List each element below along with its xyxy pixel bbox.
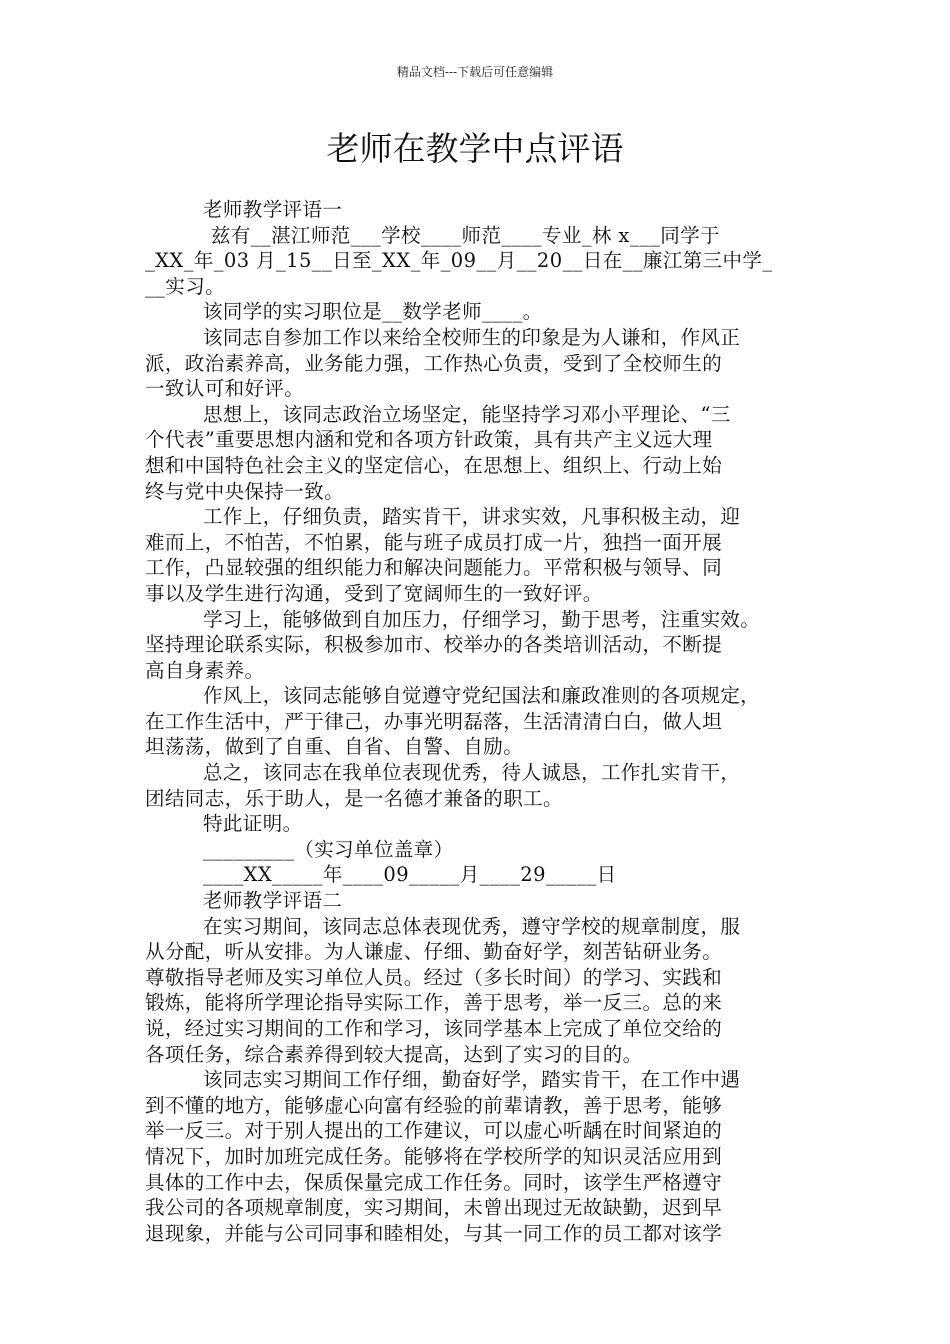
body-line: 个代表”重要思想内涵和党和各项方针政策，具有共产主义远大理	[145, 428, 713, 452]
body-line: 难而上，不怕苦，不怕累，能与班子成员打成一片，独挡一面开展	[145, 530, 723, 554]
body-line: 该同志自参加工作以来给全校师生的印象是为人谦和，作风正	[203, 325, 741, 349]
body-line: __实习。	[145, 274, 226, 298]
body-line: 思想上，该同志政治立场坚定，能坚持学习邓小平理论、“三	[203, 402, 731, 426]
section-heading-2: 老师教学评语二	[203, 889, 343, 913]
body-line: 该同学的实习职位是__数学老师____。	[203, 300, 543, 324]
body-line: 坚持理论联系实际，积极参加市、校举办的各类培训活动，不断提	[145, 633, 723, 657]
body-line: 在工作生活中，严于律己，办事光明磊落，生活清清白白，做人坦	[145, 709, 723, 733]
body-line: 该同志实习期间工作仔细，勤奋好学，踏实肯干，在工作中遇	[203, 1068, 741, 1092]
body-line: 锻炼，能将所学理论指导实际工作，善于思考，举一反三。总的来	[145, 991, 723, 1015]
section-heading-1: 老师教学评语一	[203, 198, 343, 221]
body-line: 到不懂的地方，能够虚心向富有经验的前辈请教，善于思考，能够	[145, 1093, 723, 1117]
body-line: 情况下，加时加班完成任务。能够将在学校所学的知识灵活应用到	[145, 1144, 723, 1168]
body-line: 一致认可和好评。	[145, 377, 305, 401]
body-line: 各项任务，综合素养得到较大提高，达到了实习的目的。	[145, 1042, 643, 1066]
body-line: 高自身素养。	[145, 658, 265, 682]
body-line: 兹有__湛江师范___学校____师范____专业_林 x___同学于	[211, 223, 720, 247]
body-line: 工作，凸显较强的组织能力和解决问题能力。平常积极与领导、同	[145, 556, 723, 580]
body-line: 想和中国特色社会主义的坚定信心，在思想上、组织上、行动上始	[145, 453, 723, 477]
body-line: 团结同志，乐于助人，是一名德才兼备的职工。	[145, 786, 563, 810]
body-line: 退现象，并能与公司同事和睦相处，与其一同工作的员工都对该学	[145, 1221, 723, 1245]
body-line: 学习上，能够做到自加压力，仔细学习，勤于思考，注重实效。	[203, 607, 761, 631]
body-line: 事以及学生进行沟通，受到了宽阔师生的一致好评。	[145, 581, 603, 605]
body-line: 尊敬指导老师及实习单位人员。经过（多长时间）的学习、实践和	[145, 965, 723, 989]
body-line: 从分配，听从安排。为人谦虚、仔细、勤奋好学，刻苦钻研业务。	[145, 940, 723, 964]
body-line: 举一反三。对于别人提出的工作建议，可以虚心听龋在时间紧迫的	[145, 1119, 723, 1143]
document-title: 老师在教学中点评语	[326, 129, 624, 168]
body-line: 在实习期间，该同志总体表现优秀，遵守学校的规章制度，服	[203, 914, 741, 938]
body-line: _XX_年_03 月_15__日至_XX_年_09__月__20__日在__廉江第三中学_	[145, 249, 773, 273]
date-line: ____XX_____年____09_____月____29_____日	[203, 863, 617, 887]
body-line: 总之，该同志在我单位表现优秀，待人诚恳，工作扎实肯干，	[203, 761, 741, 785]
body-line: 坦荡荡，做到了自重、自省、自警、自励。	[145, 735, 524, 759]
body-line: 特此证明。	[203, 812, 303, 836]
body-line: 具体的工作中去，保质保量完成工作任务。同时，该学生严格遵守	[145, 1170, 723, 1194]
signature-line: _________（实习单位盖章）	[203, 837, 454, 861]
body-line: 派，政治素养高，业务能力强，工作热心负责，受到了全校师生的	[145, 351, 723, 375]
body-line: 作风上，该同志能够自觉遵守党纪国法和廉政准则的各项规定，	[203, 684, 761, 708]
body-line: 说，经过实习期间的工作和学习，该同学基本上完成了单位交给的	[145, 1017, 723, 1040]
document-body	[145, 197, 807, 1246]
body-line: 终与党中央保持一致。	[145, 479, 345, 503]
page-header: 精品文档---下载后可任意编辑	[396, 65, 554, 79]
body-line: 我公司的各项规章制度，实习期间，未曾出现过无故缺勤，迟到早	[145, 1196, 723, 1220]
body-line: 工作上，仔细负责，踏实肯干，讲求实效，凡事积极主动，迎	[203, 505, 741, 529]
